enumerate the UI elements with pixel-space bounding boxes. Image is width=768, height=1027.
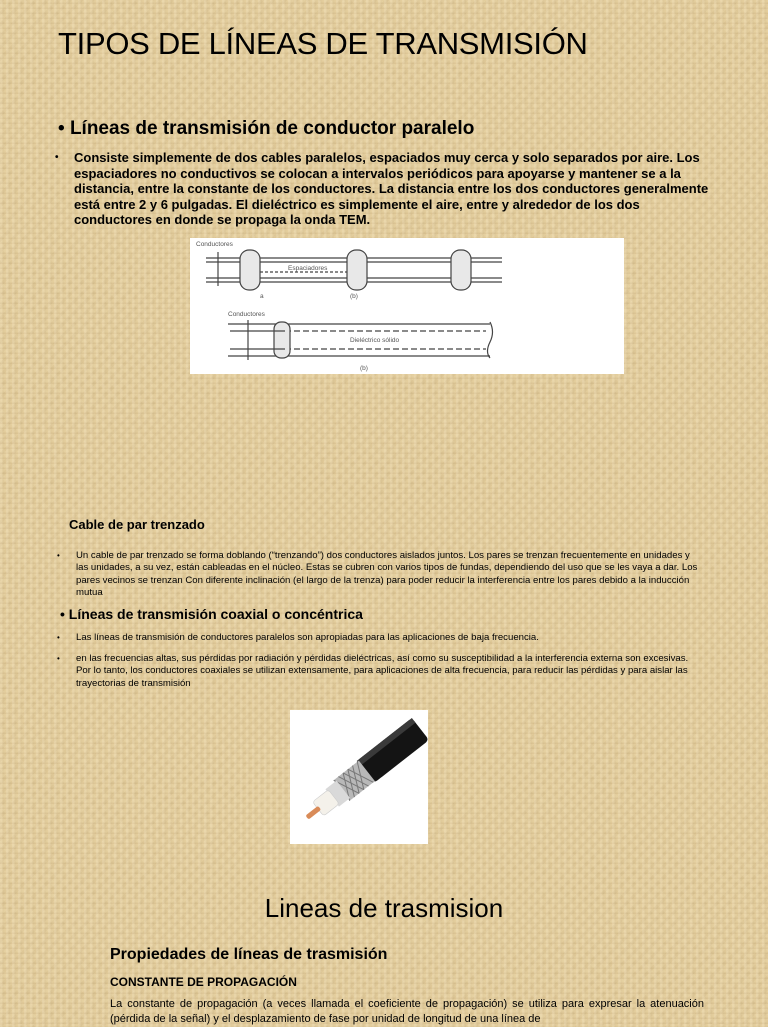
spacer-2 [347, 250, 367, 290]
spacer-1 [240, 250, 260, 290]
propagation-constant-text: La constante de propagación (a veces llamada el coeficiente de propagación) se utiliza para expresar la atenuación (pérdida de la señal) y el desplazamiento de fase por unidad de longitud de una línea de [110, 998, 704, 1025]
label-espaciadores: Espaciadores [288, 265, 328, 272]
label-conductores-top: Conductores [196, 241, 233, 248]
parallel-line-diagram [190, 238, 624, 374]
section-coax-text-2: en las frecuencias altas, sus pérdidas por radiación y pérdidas dieléctricas, así como su susceptibilidad a la interferencia externa son excesivas. Por lo tanto, los conductores coaxiales se utilizan extensamente, para aplicaciones de alta frecuencia, para reducir las pérdidas y para aislar las trayectorias de transmisión [76, 653, 689, 689]
section-twisted-paragraph [57, 550, 700, 600]
section-parallel-paragraph [55, 150, 718, 228]
bullet-marker: • [57, 551, 60, 560]
parallel-line-figure [190, 238, 624, 374]
label-c: (b) [360, 365, 368, 372]
section-twisted-text: Un cable de par trenzado se forma doblando (“trenzando”) dos conductores aislados juntos. Los pares se trenzan frecuentemente en unidades y las unidades, a su vez, están cableadas en el núcleo. Estas se cubren con varios tipos de fundas, dependiendo del uso que se les vaya a dar. Los pares vecinos se trenzan Con diferente inclinación (el largo de la trenza) para poder reducir la interferencia entre los pares debido a la inducción mutua [76, 550, 698, 599]
bullet-marker: • [57, 654, 60, 663]
section-coax-paragraph-1 [57, 632, 700, 644]
bullet-marker: • [58, 118, 65, 139]
propagation-constant-label: CONSTANTE DE PROPAGACIÓN [110, 975, 297, 989]
section-lines-title: Lineas de trasmision [264, 893, 504, 923]
section-coax-heading-text: Líneas de transmisión coaxial o concéntrica [68, 606, 363, 622]
coaxial-cable-picture [290, 710, 428, 844]
spacer-3 [451, 250, 471, 290]
section-coax-paragraph-2 [57, 653, 700, 690]
section-coax-text-1: Las líneas de transmisión de conductores paralelos son apropiadas para las aplicaciones de baja frecuencia. [76, 632, 539, 643]
label-dielectrico: Dieléctrico sólido [350, 337, 400, 344]
label-conductores-bottom: Conductores [228, 311, 265, 318]
section-coax-heading [60, 606, 363, 622]
label-b: (b) [350, 293, 358, 300]
section-parallel-heading-text: Líneas de transmisión de conductor paralelo [69, 118, 475, 139]
section-parallel-heading [58, 118, 474, 140]
coaxial-cable-image [290, 710, 428, 844]
section-parallel-text: Consiste simplemente de dos cables paralelos, espaciados muy cerca y solo separados por aire. Los espaciadores no conductivos se colocan a intervalos periódicos para apoyarse y mantener se a la distancia, entre la constante de los conductores. La distancia entre los dos conductores generalmente está entre 2 y 6 pulgadas. El dieléctrico es simplemente el aire, entre y alrededor de los dos conductores en donde se propaga la onda TEM. [74, 150, 709, 228]
dielectric-cut [488, 322, 493, 358]
section-twisted-heading: Cable de par trenzado [69, 517, 205, 532]
bullet-marker: • [60, 606, 65, 622]
dielectric-end [274, 322, 290, 358]
bullet-marker: • [55, 152, 59, 163]
section-lines-subheading: Propiedades de líneas de trasmisión [110, 946, 388, 963]
page-title: TIPOS DE LÍNEAS DE TRANSMISIÓN [58, 26, 588, 61]
label-a: a [260, 293, 264, 300]
bullet-marker: • [57, 633, 60, 642]
